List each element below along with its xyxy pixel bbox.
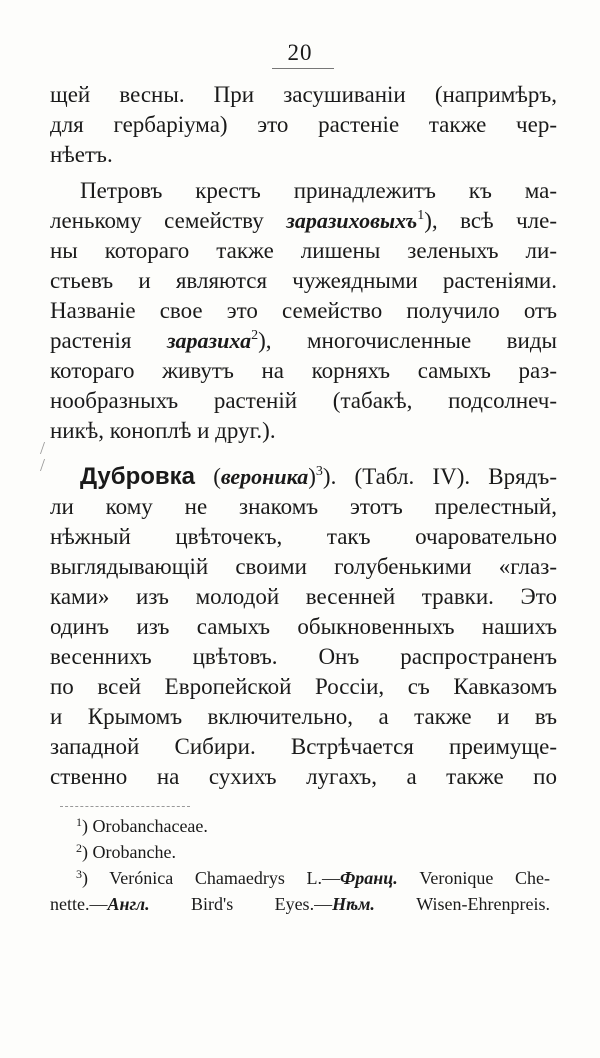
footnote-rule xyxy=(60,806,190,807)
text-line: по всей Европейской Россіи, съ Кавказомъ xyxy=(50,674,557,699)
footnote xyxy=(50,892,550,916)
section-heading: Дубровка xyxy=(80,463,195,490)
text-line: стьевъ и являются чужеядными растеніями. xyxy=(50,268,557,293)
footnote: $^3$) Verónica Chamaedrys L.—Франц. Veronique Che- xyxy=(76,867,551,888)
footnote-ref: 3 xyxy=(315,464,323,479)
footnote-italic: Нѣм. xyxy=(332,894,375,914)
text-line: Названіе свое это семейство получило отъ xyxy=(50,298,557,323)
text-line: для гербаріума) это растеніе также чер- xyxy=(50,112,557,137)
pencil-mark-icon: / / xyxy=(40,438,46,475)
footnote-text: nette.— xyxy=(50,894,108,914)
text-line: ли кому не знакомъ этотъ прелестный, xyxy=(50,494,557,519)
text-line: ственно на сухихъ лугахъ, а также по xyxy=(50,764,557,789)
footnote-text: Bird's Eyes.— xyxy=(149,894,333,914)
text-line: нѣжный цвѣточекъ, такъ очаровательно xyxy=(50,524,557,549)
text-line: Дубровка (вероника)$^3$). (Табл. IV). Врядъ- xyxy=(80,463,557,490)
text-line: весеннихъ цвѣтовъ. Онъ распространенъ xyxy=(50,644,557,669)
term-italic: вероника xyxy=(220,464,309,489)
text-line: выглядывающій своими голубенькими «глаз- xyxy=(50,554,557,579)
text-line: котораго живутъ на корняхъ самыхъ раз- xyxy=(50,358,557,383)
page-number: 20 xyxy=(287,40,313,65)
text-line: Петровъ крестъ принадлежитъ къ ма- xyxy=(80,178,557,203)
text-line: западной Сибири. Встрѣчается преимуще- xyxy=(50,734,557,759)
text-line: одинъ изъ самыхъ обыкновенныхъ нашихъ xyxy=(50,614,557,639)
text-line: ками» изъ молодой весенней травки. Это xyxy=(50,584,557,609)
footnote-text: Wisen-Ehrenpreis. xyxy=(374,894,550,914)
text-line: нообразныхъ растеній (табакѣ, подсолнеч- xyxy=(50,388,557,413)
text-line: ны котораго также лишены зеленыхъ ли- xyxy=(50,238,557,263)
text-line: ленькому семейству заразиховыхъ$^1$), всѣ чле- xyxy=(50,208,557,233)
text-line: щей весны. При засушиваніи (напримѣръ, xyxy=(50,82,557,107)
footnote-italic: Англ. xyxy=(107,894,150,914)
text-line: нѣетъ. xyxy=(50,142,113,167)
footnote-ref: 2 xyxy=(251,328,259,343)
page-number-rule xyxy=(272,68,334,69)
footnote: $^2$) Orobanche. xyxy=(76,841,176,862)
term-italic: заразиха xyxy=(166,328,252,353)
text-line: и Крымомъ включительно, а также и въ xyxy=(50,704,557,729)
text-line: никѣ, коноплѣ и друг.). xyxy=(50,418,276,443)
term-italic: заразиховыхъ xyxy=(286,208,418,233)
footnote-ref: 1 xyxy=(417,208,425,223)
footnote: $^1$) Orobanchaceae. xyxy=(76,815,208,836)
text-line: растенія заразиха$^2$), многочисленные виды xyxy=(50,328,557,353)
